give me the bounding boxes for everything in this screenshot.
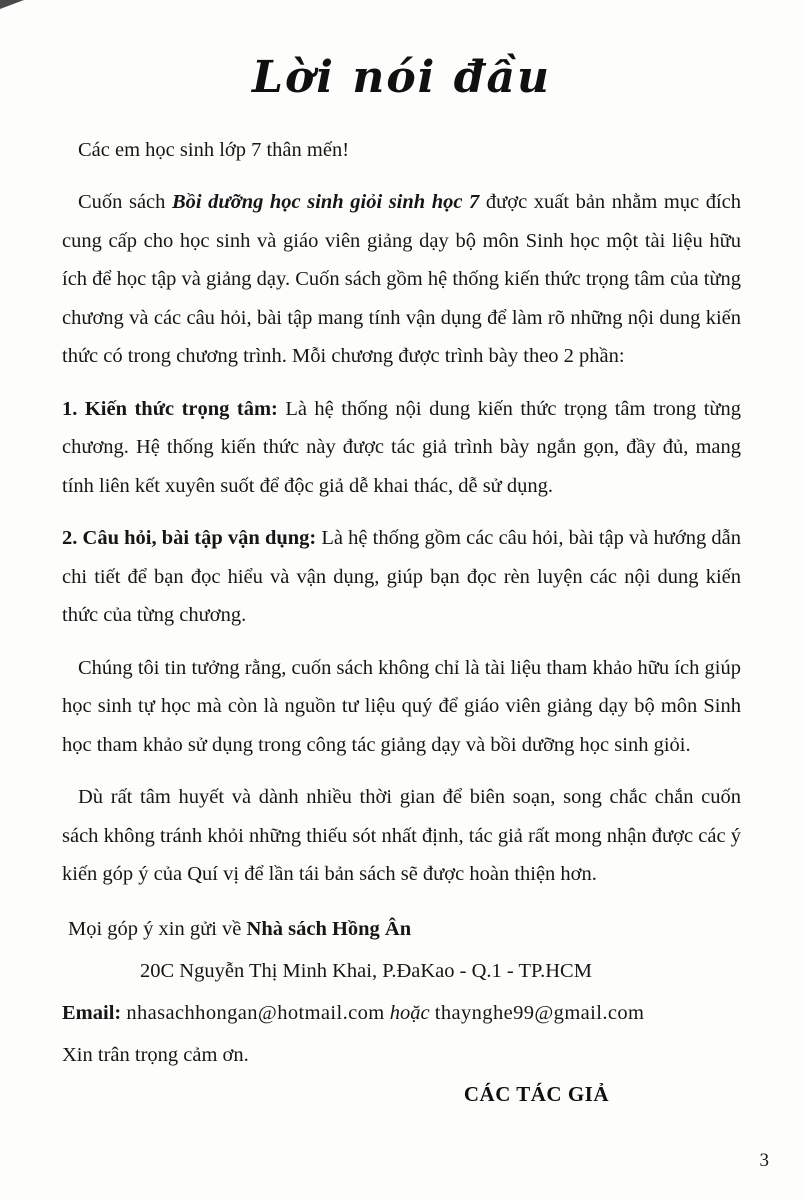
text-segment: Email: xyxy=(62,1001,122,1024)
email-address: thaynghe99@gmail.com xyxy=(434,1001,645,1024)
text-segment: Mọi góp ý xin gửi về xyxy=(68,917,247,940)
text-segment: Nhà sách Hồng Ân xyxy=(246,917,412,940)
text-segment: 2. Câu hỏi, bài tập vận dụng: xyxy=(62,527,317,550)
text-segment: 20C Nguyễn Thị Minh Khai, P.ĐaKao - Q.1 - TP.HCM xyxy=(140,959,592,982)
text-segment: Bồi dưỡng học sinh giỏi sinh học 7 xyxy=(171,191,480,214)
body-paragraphs xyxy=(62,131,741,894)
text-segment: Dù rất tâm huyết và dành nhiều thời gian để biên soạn, song chắc chắn cuốn sách không tránh khỏi những thiếu sót nhất định, tác giả rất mong nhận được các ý kiến góp ý của Quí vị để lần tái bản sách sẽ được hoàn thiện hơn. xyxy=(62,786,741,886)
text-segment: hoặc xyxy=(384,1001,435,1024)
text-segment: 1. Kiến thức trọng tâm: xyxy=(62,397,278,420)
text-segment: Cuốn sách xyxy=(78,191,172,214)
contact-line-email xyxy=(62,992,741,1034)
email-address: nhasachhongan@hotmail.com xyxy=(126,1001,385,1024)
contact-line-address xyxy=(62,950,741,992)
paragraph xyxy=(62,519,741,635)
text-segment: được xuất bản nhằm mục đích cung cấp cho học sinh và giáo viên giảng dạy bộ môn Sinh học một tài liệu hữu ích để học tập và giảng dạy. Cuốn sách gồm hệ thống kiến thức trọng tâm của từng chương và các câu hỏi, bài tập mang tính vận dụng để làm rõ những nội dung kiến thức có trong chương trình. Mỗi chương được trình bày theo 2 phần: xyxy=(62,191,742,368)
text-segment: Chúng tôi tin tưởng rằng, cuốn sách không chỉ là tài liệu tham khảo hữu ích giúp học sinh tự học mà còn là nguồn tư liệu quý để giáo viên giảng dạy bộ môn Sinh học tham khảo sử dụng trong công tác giảng dạy và bồi dưỡng học sinh giỏi. xyxy=(62,656,741,756)
authors-signature: CÁC TÁC GIẢ xyxy=(463,1081,609,1106)
paragraph xyxy=(62,131,741,170)
text-segment: Xin trân trọng cảm ơn. xyxy=(62,1043,249,1066)
contact-line-thanks xyxy=(62,1034,741,1076)
paragraph xyxy=(62,183,741,376)
text-segment: Các em học sinh lớp 7 thân mến! xyxy=(78,138,350,161)
scan-artifact xyxy=(0,0,24,9)
page-title: Lời nói đầu xyxy=(252,52,551,103)
text-segment: Là hệ thống nội dung kiến thức trọng tâm trong từng chương. Hệ thống kiến thức này được tác giả trình bày ngắn gọn, đầy đủ, mang tính liên kết xuyên suốt để độc giả dễ khai thác, dễ sử dụng. xyxy=(62,397,741,497)
page-number: 3 xyxy=(759,1150,769,1171)
paragraph xyxy=(62,778,741,894)
text-segment: Là hệ thống gồm các câu hỏi, bài tập và hướng dẫn chi tiết để bạn đọc hiểu và vận dụng, giúp bạn đọc rèn luyện các nội dung kiến thức của từng chương. xyxy=(62,527,741,627)
paragraph xyxy=(62,649,741,765)
contact-block xyxy=(62,908,741,1076)
paragraph xyxy=(62,390,741,506)
contact-line-intro xyxy=(62,908,741,950)
